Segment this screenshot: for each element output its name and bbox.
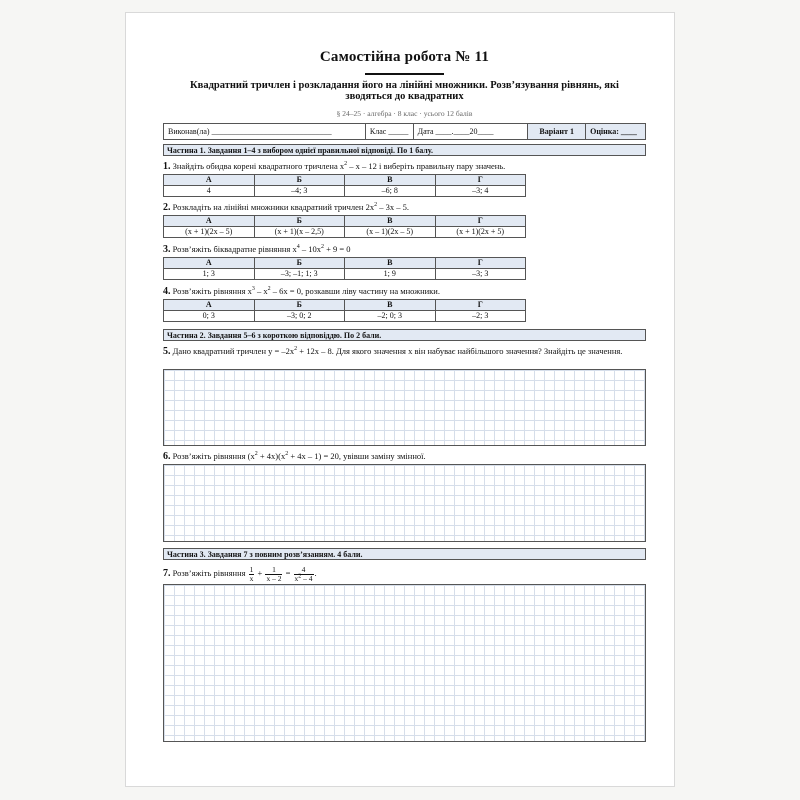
date-field[interactable]: Дата ____.____20____ — [413, 124, 528, 140]
option-letter: Б — [254, 258, 345, 269]
task-2-text: 2. Розкладіть на лінійні множники квадратний тричлен $2x^2 - 3x - 5$. — [163, 202, 409, 213]
option-letter: В — [345, 216, 436, 227]
student-name-field[interactable]: Виконав(ла) ______________________________ — [164, 124, 366, 140]
option-letter: Г — [435, 300, 526, 311]
task-1-text: 1. Знайдіть обидва корені квадратного тричлена $x^2$ – x – 12 і виберіть правильну пару значень. — [163, 161, 506, 172]
option-letter: В — [345, 175, 436, 186]
answer-option[interactable]: (x + 1)(2x + 5) — [435, 227, 526, 238]
option-letter: Б — [254, 300, 345, 311]
fraction: $\frac{1}{x}$ — [249, 564, 254, 583]
fraction: $\frac{4}{x^2 - 4}$ — [294, 564, 313, 583]
answer-option[interactable]: –6; 8 — [345, 186, 436, 197]
answer-option[interactable]: –3; 4 — [435, 186, 526, 197]
answer-option[interactable]: 1; 9 — [345, 269, 436, 280]
variant-label: Варіант 1 — [528, 124, 586, 140]
option-letter: В — [345, 258, 436, 269]
option-letter: А — [164, 216, 255, 227]
task-2-options — [163, 215, 526, 238]
grade-field[interactable]: Оцінка: ____ — [586, 124, 646, 140]
section-part3: Частина 3. Завдання 7 з повним розв’язанням. 4 бали. — [163, 548, 646, 560]
task-4-text: 4. Розв’яжіть рівняння $x^3 - x^2 - 6x = 0$, розкавши ліву частину на множники. — [163, 286, 440, 297]
task-6-answer-area[interactable] — [163, 464, 646, 542]
page-subtitle: Квадратний тричлен і розкладання його на лінійні множники. Розв’язування рівнянь, які зводяться до квадратних — [190, 80, 619, 102]
answer-option[interactable]: (x + 1)(2x – 5) — [164, 227, 255, 238]
page-meta: § 24–25 · алгебра · 8 клас · усього 12 балів — [336, 109, 473, 118]
student-info-table — [163, 123, 646, 140]
answer-option[interactable]: –2; 0; 3 — [345, 311, 436, 322]
option-letter: Б — [254, 216, 345, 227]
option-letter: А — [164, 258, 255, 269]
task-3-options — [163, 257, 526, 280]
answer-option[interactable]: –3; 0; 2 — [254, 311, 345, 322]
fraction: $\frac{1}{x - 2}$ — [266, 564, 282, 583]
option-letter: Г — [435, 175, 526, 186]
answer-option[interactable]: 1; 3 — [164, 269, 255, 280]
answer-option[interactable]: –3; 3 — [435, 269, 526, 280]
option-letter: Г — [435, 216, 526, 227]
task-6-text: 6. Розв’яжіть рівняння $(x^2 + 4x)(x^2 + 4x - 1) = 20$, увівши заміну змінної. — [163, 451, 426, 462]
task-7-text: 7. Розв’яжіть рівняння $\frac{1}{x}$ + $\frac{1}{x - 2}$ = $\frac{4}{x^2 - 4}$ . — [163, 564, 317, 583]
class-field[interactable]: Клас _____ — [365, 124, 413, 140]
task-3-text: 3. Розв’яжіть біквадратне рівняння $x^4 - 10x^2 + 9 = 0$ — [163, 244, 351, 255]
task-7-answer-area[interactable] — [163, 584, 646, 742]
option-letter: А — [164, 175, 255, 186]
title-underline — [365, 73, 444, 75]
task-5-answer-area[interactable] — [163, 369, 646, 446]
answer-option[interactable]: –2; 3 — [435, 311, 526, 322]
section-part2: Частина 2. Завдання 5–6 з короткою відповіддю. По 2 бали. — [163, 329, 646, 341]
page-title: Самостійна робота № 11 — [319, 49, 490, 65]
answer-option[interactable]: (x – 1)(2x – 5) — [345, 227, 436, 238]
task-1-options — [163, 174, 526, 197]
answer-option[interactable]: 4 — [164, 186, 255, 197]
answer-option[interactable]: –3; –1; 1; 3 — [254, 269, 345, 280]
option-letter: Б — [254, 175, 345, 186]
section-part1: Частина 1. Завдання 1–4 з вибором однієї правильної відповіді. По 1 балу. — [163, 144, 646, 156]
answer-option[interactable]: –4; 3 — [254, 186, 345, 197]
answer-option[interactable]: 0; 3 — [164, 311, 255, 322]
option-letter: В — [345, 300, 436, 311]
task-4-options — [163, 299, 526, 322]
task-5-text: 5. Дано квадратний тричлен $y = -2x^2 + 12x - 8$. Для якого значення x він набуває найбільшого значення? Знайдіть це значення. — [163, 346, 623, 357]
option-letter: А — [164, 300, 255, 311]
answer-option[interactable]: (x + 1)(x – 2,5) — [254, 227, 345, 238]
worksheet-page — [125, 12, 675, 787]
option-letter: Г — [435, 258, 526, 269]
